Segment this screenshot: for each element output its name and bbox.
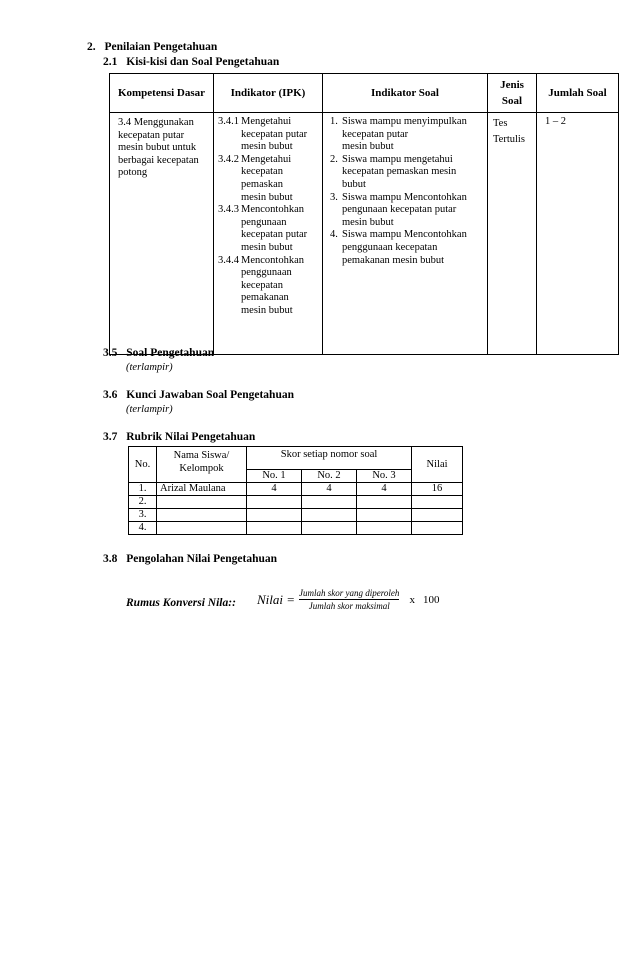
row-skor-3: 4	[357, 483, 412, 496]
section-3-7-title: Rubrik Nilai Pengetahuan	[126, 431, 256, 443]
formula	[257, 588, 439, 611]
row-skor-2	[302, 522, 357, 535]
indikator-soal-line: Siswa mampu Mencontohkan	[342, 191, 467, 203]
ipk-line: mesin bubut	[241, 141, 293, 153]
indikator-soal-line: penggunaan kecepatan	[342, 241, 438, 253]
row-skor-2: 4	[302, 483, 357, 496]
formula-times: x	[409, 593, 415, 606]
section-2-heading	[87, 41, 217, 53]
section-3-5-title: Soal Pengetahuan	[126, 347, 215, 359]
ipk-line: mesin bubut	[241, 304, 293, 316]
ipk-line: Mengetahui	[241, 116, 292, 127]
formula-denominator: Jumlah skor maksimal	[308, 601, 390, 611]
rubrik-table	[128, 446, 463, 535]
indikator-soal-item	[330, 229, 485, 267]
section-3-6-title: Kunci Jawaban Soal Pengetahuan	[126, 389, 294, 401]
header-nama-line-2: Kelompok	[179, 462, 224, 474]
ipk-line: mesin bubut	[241, 191, 293, 203]
row-skor-3	[357, 509, 412, 522]
kd-line: berbagai kecepatan	[118, 154, 199, 166]
table-row	[129, 509, 463, 522]
ipk-item	[218, 204, 320, 254]
section-3-5-note: (terlampir)	[126, 362, 173, 373]
section-3-8-title: Pengolahan Nilai Pengetahuan	[126, 553, 278, 565]
table-row	[129, 522, 463, 535]
row-skor-1	[247, 522, 302, 535]
row-no: 3.	[129, 509, 157, 522]
indikator-soal-cell	[323, 113, 488, 355]
formula-numerator: Jumlah skor yang diperoleh	[299, 588, 400, 598]
table-row	[129, 496, 463, 509]
ipk-line: penggunaan	[241, 267, 292, 279]
kisi-body-row	[110, 113, 619, 355]
section-2-1-number: 2.1	[103, 56, 118, 68]
ipk-line: Mencontohkan	[241, 254, 304, 266]
header-no-2: No. 2	[302, 470, 357, 483]
ipk-item	[218, 255, 320, 318]
kd-line: mesin bubut untuk	[118, 142, 197, 154]
ipk-line: kecepatan	[241, 279, 283, 291]
ipk-number: 3.4.3	[218, 204, 239, 216]
row-no: 2.	[129, 496, 157, 509]
header-nama-siswa	[157, 447, 247, 483]
header-nilai: Nilai	[412, 447, 463, 483]
kd-line: kecepatan putar	[118, 129, 185, 141]
row-skor-3	[357, 522, 412, 535]
ipk-number: 3.4.2	[218, 153, 239, 165]
kisi-header-row	[110, 74, 619, 113]
row-nama	[157, 522, 247, 535]
formula-lhs: Nilai =	[257, 591, 296, 607]
header-indikator-soal: Indikator Soal	[323, 74, 488, 113]
section-3-6-note: (terlampir)	[126, 404, 173, 415]
indikator-soal-item	[330, 154, 485, 192]
ipk-line: pemakanan	[241, 292, 289, 304]
header-jenis-line-1: Jenis	[500, 79, 524, 91]
indikator-soal-line: mesin bubut	[342, 141, 394, 153]
indikator-soal-line: kecepatan putar	[342, 128, 409, 140]
indikator-soal-number: 1.	[330, 116, 338, 127]
indikator-soal-line: Siswa mampu Mencontohkan	[342, 229, 467, 241]
section-2-title: Penilaian Pengetahuan	[104, 41, 218, 53]
section-3-6-heading	[103, 389, 294, 401]
section-2-number: 2.	[87, 41, 96, 53]
row-skor-2	[302, 509, 357, 522]
kd-line: potong	[118, 167, 148, 179]
jenis-line: Tertulis	[493, 134, 525, 145]
indikator-soal-line: Siswa mampu menyimpulkan	[342, 116, 467, 127]
ipk-line: kecepatan putar	[241, 229, 308, 241]
section-3-7-number: 3.7	[103, 431, 118, 443]
header-kompetensi-dasar: Kompetensi Dasar	[110, 74, 214, 113]
header-skor: Skor setiap nomor soal	[247, 447, 412, 470]
header-indikator-ipk: Indikator (IPK)	[214, 74, 323, 113]
ipk-line: kecepatan putar	[241, 128, 308, 140]
row-no: 1.	[129, 483, 157, 496]
rubrik-header-row-1	[129, 447, 463, 470]
indikator-soal-line: Siswa mampu mengetahui	[342, 153, 453, 165]
row-skor-2	[302, 496, 357, 509]
jenis-soal-cell	[488, 113, 537, 355]
indikator-soal-number: 3.	[330, 191, 338, 203]
row-nilai	[412, 522, 463, 535]
indikator-soal-line: bubut	[342, 178, 366, 190]
header-jumlah-soal: Jumlah Soal	[537, 74, 619, 113]
row-nama	[157, 496, 247, 509]
indikator-soal-line: kecepatan pemaskan mesin	[342, 166, 457, 178]
row-skor-3	[357, 496, 412, 509]
header-nama-line-1: Nama Siswa/	[173, 450, 230, 461]
indikator-soal-line: pengunaan kecepatan putar	[342, 204, 457, 216]
section-3-8-number: 3.8	[103, 553, 118, 565]
indikator-soal-line: pemakanan mesin bubut	[342, 254, 445, 266]
row-nama: Arizal Maulana	[157, 483, 247, 496]
row-skor-1	[247, 496, 302, 509]
ipk-line: Mencontohkan	[241, 204, 304, 216]
section-3-5-number: 3.5	[103, 347, 118, 359]
indikator-soal-number: 2.	[330, 153, 338, 165]
indikator-ipk-cell	[214, 113, 323, 355]
ipk-item	[218, 154, 320, 204]
fraction-bar	[299, 599, 399, 600]
section-3-5-heading	[103, 347, 214, 359]
kompetensi-dasar-cell	[110, 113, 214, 355]
formula-factor: 100	[422, 593, 440, 606]
kisi-kisi-table	[109, 73, 619, 355]
ipk-line: pengunaan	[241, 216, 287, 228]
jenis-line: Tes	[493, 118, 508, 129]
ipk-number: 3.4.1	[218, 116, 239, 127]
row-nama	[157, 509, 247, 522]
section-3-6-number: 3.6	[103, 389, 118, 401]
row-skor-1: 4	[247, 483, 302, 496]
jumlah-soal-cell: 1 – 2	[537, 113, 619, 355]
section-2-1-title: Kisi-kisi dan Soal Pengetahuan	[126, 56, 280, 68]
indikator-soal-number: 4.	[330, 229, 338, 241]
formula-fraction	[299, 588, 399, 611]
section-3-7-heading	[103, 431, 255, 443]
ipk-line: pemaskan	[241, 178, 283, 190]
ipk-line: kecepatan	[241, 166, 283, 178]
header-jenis-soal	[488, 74, 537, 113]
formula-label: Rumus Konversi Nila::	[126, 597, 236, 609]
row-nilai	[412, 496, 463, 509]
row-skor-1	[247, 509, 302, 522]
table-row	[129, 483, 463, 496]
ipk-line: mesin bubut	[241, 241, 293, 253]
header-jenis-line-2: Soal	[501, 95, 523, 107]
row-nilai: 16	[412, 483, 463, 496]
row-nilai	[412, 509, 463, 522]
header-no: No.	[129, 447, 157, 483]
indikator-soal-item	[330, 116, 485, 154]
ipk-number: 3.4.4	[218, 254, 239, 266]
header-no-1: No. 1	[247, 470, 302, 483]
section-3-8-heading	[103, 553, 277, 565]
row-no: 4.	[129, 522, 157, 535]
ipk-line: Mengetahui	[241, 153, 292, 165]
indikator-soal-line: mesin bubut	[342, 216, 394, 228]
section-2-1-heading	[103, 56, 279, 68]
indikator-soal-item	[330, 192, 485, 230]
kd-line: 3.4 Menggunakan	[118, 117, 194, 128]
header-no-3: No. 3	[357, 470, 412, 483]
ipk-item	[218, 116, 320, 154]
